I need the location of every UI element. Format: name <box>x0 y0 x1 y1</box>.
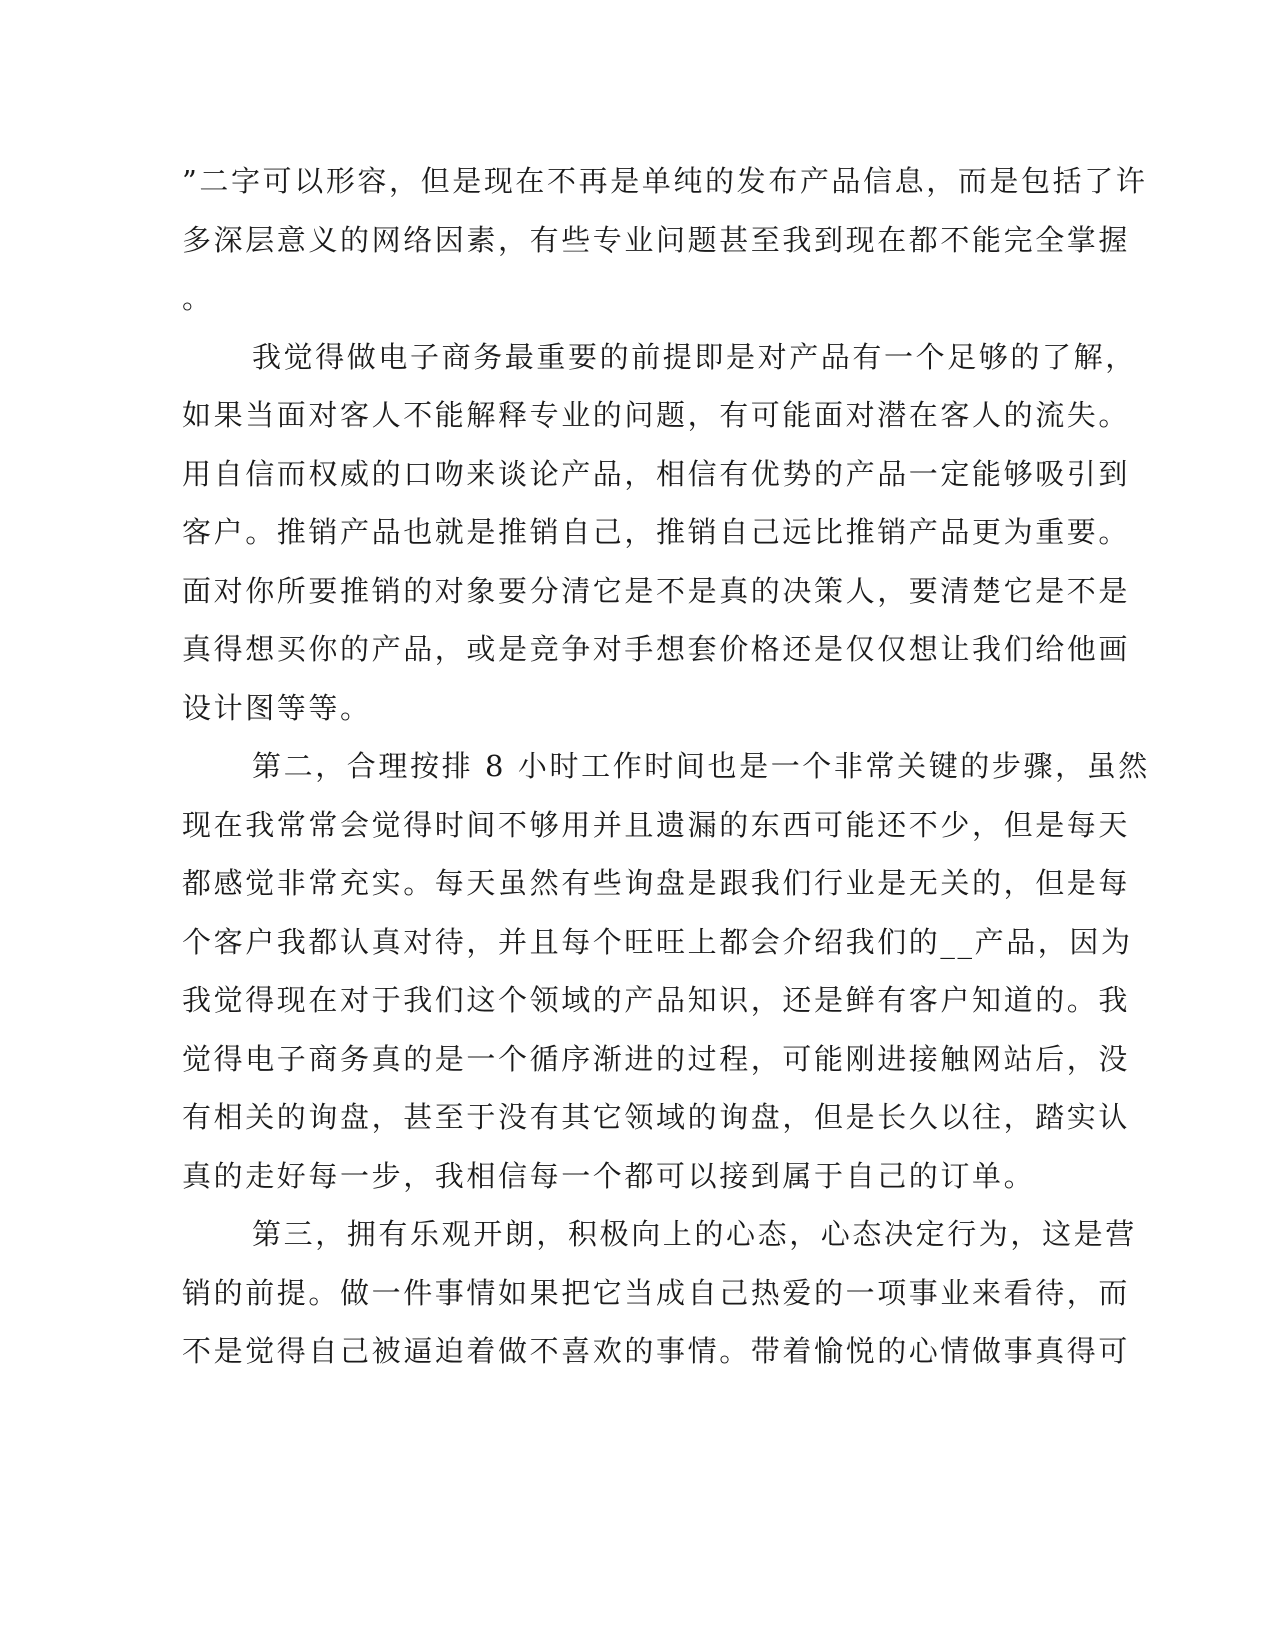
text-line: 有相关的询盘，甚至于没有其它领域的询盘，但是长久以往，踏实认 <box>182 1100 1131 1134</box>
text-line: 不是觉得自己被逼迫着做不喜欢的事情。带着愉悦的心情做事真得可 <box>182 1334 1131 1368</box>
text-line: 面对你所要推销的对象要分清它是不是真的决策人，要清楚它是不是 <box>182 573 1131 608</box>
text-line: 客户。推销产品也就是推销自己，推销自己远比推销产品更为重要。 <box>182 515 1131 549</box>
text-line: 个客户我都认真对待，并且每个旺旺上都会介绍我们的__产品，因为 <box>182 924 1133 959</box>
text-line: 都感觉非常充实。每天虽然有些询盘是跟我们行业是无关的，但是每 <box>182 866 1131 900</box>
paragraph-first-line: 第三，拥有乐观开朗，积极向上的心态，心态决定行为，这是营 <box>252 1217 1137 1251</box>
body-text <box>182 152 1150 1381</box>
text-line: 真得想买你的产品，或是竞争对手想套价格还是仅仅想让我们给他画 <box>182 632 1131 666</box>
text-line: 用自信而权威的口吻来谈论产品，相信有优势的产品一定能够吸引到 <box>182 456 1131 491</box>
text-line: 觉得电子商务真的是一个循序渐进的过程，可能刚进接触网站后，没 <box>182 1041 1131 1076</box>
text-line: 销的前提。做一件事情如果把它当成自己热爱的一项事业来看待，而 <box>182 1275 1131 1310</box>
text-line: 设计图等等。 <box>182 690 372 725</box>
text-line: ”二字可以形容，但是现在不再是单纯的发布产品信息，而是包括了许 <box>182 164 1148 198</box>
paragraph-first-line: 第二，合理按排 8 小时工作时间也是一个非常关键的步骤，虽然 <box>252 749 1150 783</box>
text-line: 多深层意义的网络因素，有些专业问题甚至我到现在都不能完全掌握 <box>182 222 1131 257</box>
paragraph-first-line: 我觉得做电子商务最重要的前提即是对产品有一个足够的了解， <box>252 339 1137 374</box>
text-line: 真的走好每一步，我相信每一个都可以接到属于自己的订单。 <box>182 1158 1036 1193</box>
text-line: 现在我常常会觉得时间不够用并且遗漏的东西可能还不少，但是每天 <box>182 807 1131 842</box>
text-line: 。 <box>182 281 214 315</box>
text-line: 如果当面对客人不能解释专业的问题，有可能面对潜在客人的流失。 <box>182 398 1131 432</box>
text-line: 我觉得现在对于我们这个领域的产品知识，还是鲜有客户知道的。我 <box>182 983 1131 1017</box>
